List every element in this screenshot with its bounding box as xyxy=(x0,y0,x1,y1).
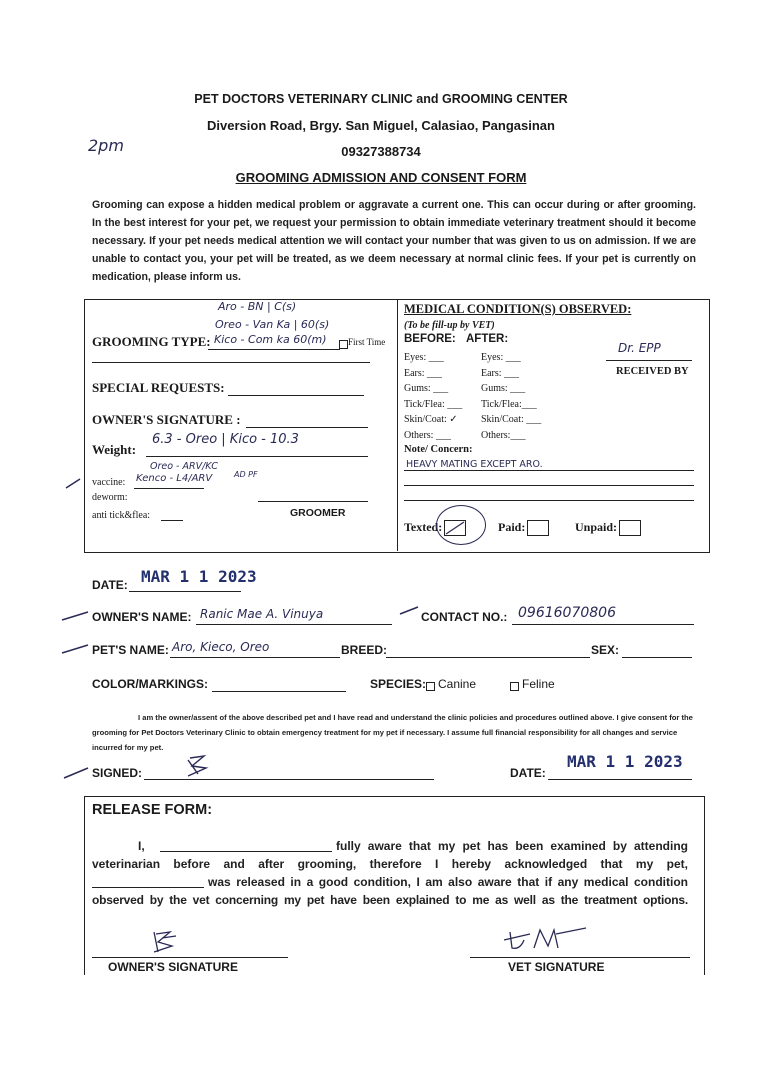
note-concern-label: Note/ Concern: xyxy=(404,444,473,455)
first-time-checkbox[interactable] xyxy=(339,340,348,349)
release-owner-signature-scribble-icon xyxy=(148,928,180,956)
weight-label: Weight: xyxy=(92,442,137,457)
date-stamp: MAR 1 1 2023 xyxy=(141,567,257,586)
tick-mark-icon xyxy=(60,608,90,622)
feline-checkbox[interactable] xyxy=(510,682,519,691)
before-ears[interactable]: Ears: ___ xyxy=(404,367,443,379)
before-column xyxy=(404,350,462,444)
before-others[interactable]: Others: ___ xyxy=(404,429,451,441)
tick-mark-icon xyxy=(398,604,420,616)
vaccine-label: vaccine: xyxy=(92,477,126,488)
pet-name-field[interactable] xyxy=(170,657,340,658)
form-title: GROOMING ADMISSION AND CONSENT FORM xyxy=(235,170,527,185)
received-by-label: RECEIVED BY xyxy=(616,366,689,377)
vaccine-note-2: AD PF xyxy=(234,470,258,479)
tick-mark-icon xyxy=(60,641,90,655)
before-skin-coat[interactable]: Skin/Coat: ✓ xyxy=(404,414,458,426)
release-line1-end: fully aware that my pet has been examined by attending xyxy=(336,839,688,853)
before-tick-flea[interactable]: Tick/Flea: ___ xyxy=(404,398,463,410)
texted-label: Texted: xyxy=(404,520,443,534)
consent-paragraph: I am the owner/assent of the above described pet and I have read and understand the clinic policies and procedures outlined above. I give consent for the grooming for Pet Doctors Veterinary Clinic to obtain emergency treatment for my pet if necessary. I assume full financial responsibility for all changes and service incurred for my pet. xyxy=(92,713,693,752)
medical-condition-subtitle: (To be fill-up by VET) xyxy=(404,320,495,331)
canine-label: Canine xyxy=(438,677,477,691)
sex-field[interactable] xyxy=(622,657,692,658)
breed-label: BREED: xyxy=(341,643,388,657)
canine-checkbox[interactable] xyxy=(426,682,435,691)
contact-value: 09616070806 xyxy=(518,605,616,621)
before-gums[interactable]: Gums: ___ xyxy=(404,383,449,395)
owner-name-value: Ranic Mae A. Vinuya xyxy=(200,607,324,621)
unpaid-label: Unpaid: xyxy=(575,520,618,534)
note-line-2[interactable] xyxy=(404,485,694,486)
vet-signature-label: VET SIGNATURE xyxy=(508,960,605,974)
grooming-type-note-2: Oreo - Van Ka | 60(s) xyxy=(215,318,330,331)
paid-field[interactable] xyxy=(498,520,549,536)
note-line-3[interactable] xyxy=(404,500,694,501)
after-column xyxy=(481,350,541,444)
breed-field[interactable] xyxy=(386,657,590,658)
signed-field[interactable] xyxy=(144,779,434,780)
after-eyes[interactable]: Eyes: ___ xyxy=(481,352,521,363)
received-by-signature: Dr. EPP xyxy=(618,341,661,355)
grooming-type-line-2[interactable] xyxy=(92,362,370,363)
anti-tick-line[interactable] xyxy=(161,520,183,521)
clinic-phone: 09327388734 xyxy=(341,144,421,159)
grooming-type-line[interactable] xyxy=(208,349,340,350)
box-divider xyxy=(397,300,398,551)
unpaid-checkbox[interactable] xyxy=(619,520,641,536)
owner-signature-field[interactable] xyxy=(246,427,368,428)
signed-label: SIGNED: xyxy=(92,766,143,780)
release-pet-name-field[interactable] xyxy=(92,887,204,888)
intro-paragraph: Grooming can expose a hidden medical problem or aggravate a current one. This can occur during or after grooming. In the best interest for your pet, we request your permission to obtain immediate veterinary treatment should it become necessary. If your pet needs medical attention we will contact your number that was given to us on admission. If we are unable to contact you, your pet will be treated, as we deem necessary at normal clinic fees. If your pet is currently on medication, please inform us. xyxy=(92,199,696,283)
signed-date-stamp: MAR 1 1 2023 xyxy=(567,752,683,771)
before-eyes[interactable]: Eyes: ___ xyxy=(404,352,444,363)
paid-checkbox[interactable] xyxy=(527,520,549,536)
release-paragraph xyxy=(92,837,688,909)
owner-signature-label: OWNER'S SIGNATURE : xyxy=(92,412,241,427)
paid-label: Paid: xyxy=(498,520,526,534)
release-owner-signature-label: OWNER'S SIGNATURE xyxy=(108,960,238,974)
release-owner-signature-line[interactable] xyxy=(92,957,288,958)
color-markings-field[interactable] xyxy=(212,691,346,692)
clinic-address: Diversion Road, Brgy. San Miguel, Calasiao, Pangasinan xyxy=(207,118,555,133)
medical-condition-title: MEDICAL CONDITION(S) OBSERVED: xyxy=(404,302,632,316)
texted-circle-mark xyxy=(436,505,486,545)
anti-tick-label: anti tick&flea: xyxy=(92,510,151,521)
species-label: SPECIES: xyxy=(370,677,427,691)
groomer-signature-line[interactable] xyxy=(258,501,368,502)
feline-label: Feline xyxy=(522,677,555,691)
weight-line[interactable] xyxy=(146,456,368,457)
after-ears[interactable]: Ears: ___ xyxy=(481,367,520,379)
pet-name-value: Aro, Kieco, Oreo xyxy=(172,640,270,654)
special-requests-label: SPECIAL REQUESTS: xyxy=(92,380,225,395)
after-gums[interactable]: Gums: ___ xyxy=(481,383,526,395)
release-line2: veterinarian before and after grooming, therefore I hereby acknowledged that my pet, xyxy=(92,857,688,871)
before-label: BEFORE: xyxy=(404,333,456,345)
after-skin-coat[interactable]: Skin/Coat: ___ xyxy=(481,414,542,426)
release-line1-start: I, xyxy=(138,839,145,853)
owner-name-label: OWNER'S NAME: xyxy=(92,610,192,624)
weight-value: 6.3 - Oreo | Kico - 10.3 xyxy=(152,432,299,447)
corner-handwritten-note: 2pm xyxy=(88,136,124,155)
grooming-type-label: GROOMING TYPE: xyxy=(92,334,211,349)
release-line4: observed by the vet concerning my pet have been explained to me as well as the treatment options. xyxy=(92,893,688,907)
sex-label: SEX: xyxy=(591,643,620,657)
after-label: AFTER: xyxy=(466,333,509,345)
date-line[interactable] xyxy=(129,591,241,592)
tick-mark-icon xyxy=(62,764,90,780)
release-owner-name-field[interactable] xyxy=(160,851,332,852)
vaccine-line[interactable] xyxy=(134,488,204,489)
after-tick-flea[interactable]: Tick/Flea:___ xyxy=(481,398,537,410)
grooming-type-note-1: Aro - BN | C(s) xyxy=(218,300,297,313)
vaccine-value: Kenco - L4/ARV xyxy=(136,473,213,484)
owner-signature-scribble-icon xyxy=(184,754,214,780)
contact-field[interactable] xyxy=(512,624,694,625)
vet-signature-line[interactable] xyxy=(470,957,690,958)
vaccine-note: Oreo - ARV/KC xyxy=(150,461,218,472)
date-label: DATE: xyxy=(92,578,128,592)
unpaid-field[interactable] xyxy=(575,520,641,536)
groomer-label: GROOMER xyxy=(290,507,346,519)
owner-name-field[interactable] xyxy=(196,624,392,625)
deworm-label: deworm: xyxy=(92,492,128,503)
first-time-label: First Time xyxy=(348,337,386,347)
release-form-title: RELEASE FORM: xyxy=(92,802,213,818)
note-line-1[interactable] xyxy=(404,470,694,471)
received-by-line[interactable] xyxy=(606,360,692,361)
signed-date-field[interactable] xyxy=(548,779,692,780)
signed-date-label: DATE: xyxy=(510,766,546,780)
contact-label: CONTACT NO.: xyxy=(421,610,508,624)
note-concern-value: HEAVY MATING EXCEPT ARO. xyxy=(406,459,543,470)
release-line3-end: was released in a good condition, I am also aware that if any medical condition xyxy=(208,875,688,889)
clinic-name: PET DOCTORS VETERINARY CLINIC and GROOMING CENTER xyxy=(194,92,568,106)
tick-mark-icon xyxy=(64,476,82,490)
special-requests-field[interactable] xyxy=(228,395,364,396)
grooming-type-value: Kico - Com ka 60(m) xyxy=(214,333,327,346)
color-markings-label: COLOR/MARKINGS: xyxy=(92,677,208,691)
pet-name-label: PET'S NAME: xyxy=(92,643,169,657)
after-others[interactable]: Others:___ xyxy=(481,429,526,441)
